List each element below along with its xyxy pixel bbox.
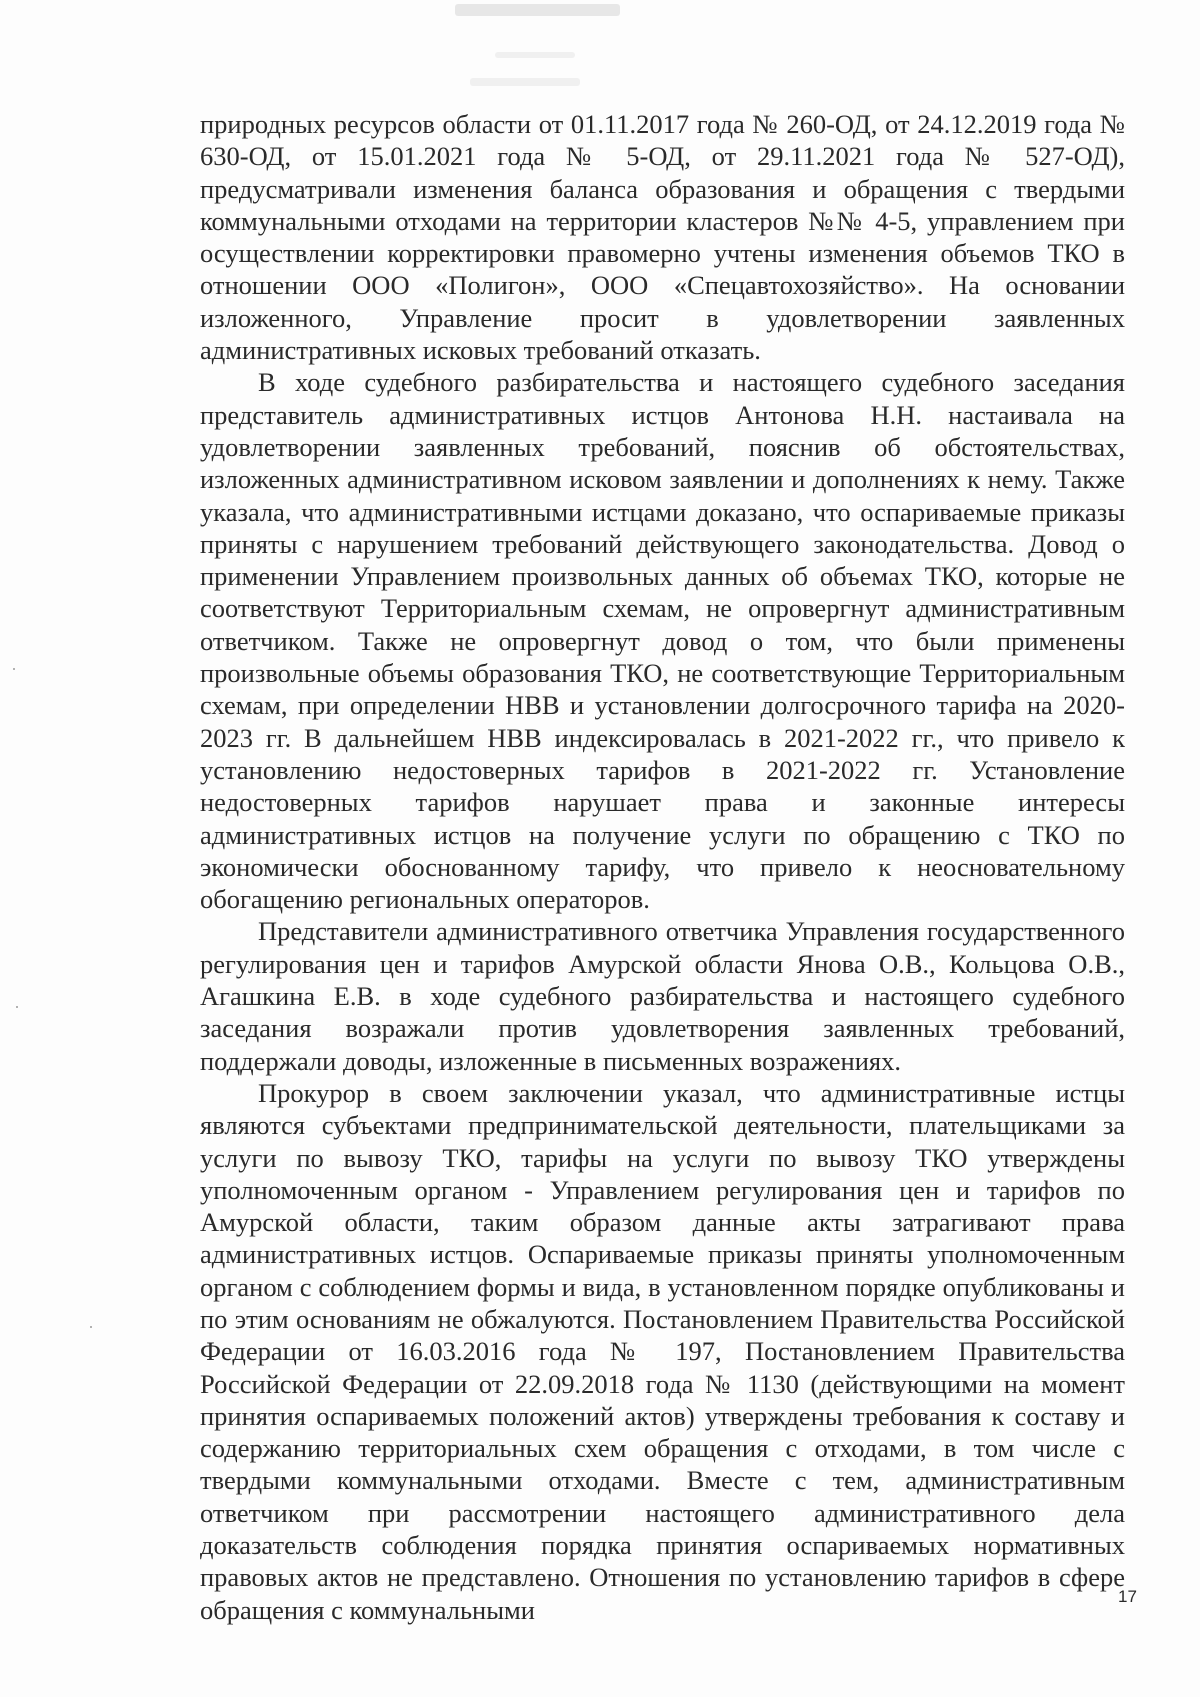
page-number: 17: [1118, 1587, 1137, 1606]
paragraph-3: Представители административного ответчика Управления государственного регулирования цен и тарифов Амурской области Янова О.В., Кольцова О.В., Агашкина Е.В. в ходе судебного разбирательства и настоящего судебного заседания возражали против удовлетворения заявленных требований, поддержали доводы, изложенные в письменных возражениях.: [200, 916, 1125, 1076]
paragraph-1: природных ресурсов области от 01.11.2017 года № 260-ОД, от 24.12.2019 года № 630-ОД, от 15.01.2021 года № 5-ОД, от 29.11.2021 года № 527-ОД), предусматривали изменения баланса образования и обращения с твердыми коммунальными отходами на территории кластеров №№ 4-5, управлением при осуществлении корректировки правомерно учтены изменения объемов ТКО в отношении ООО «Полигон», ООО «Спецавтохозяйство». На основании изложенного, Управление просит в удовлетворении заявленных административных исковых требований отказать.: [200, 109, 1125, 366]
scan-speck: [16, 1006, 18, 1008]
paragraph-2: В ходе судебного разбирательства и настоящего судебного заседания представитель административных истцов Антонова Н.Н. настаивала на удовлетворении заявленных требований, пояснив об обстоятельствах, изложенных административном исковом заявлении и дополнениях к нему. Также указала, что административными истцами доказано, что оспариваемые приказы приняты с нарушением требований действующего законодательства. Довод о применении Управлением произвольных данных об объемах ТКО, которые не соответствуют Территориальным схемам, не опровергнут административным ответчиком. Также не опровергнут довод о том, что были применены произвольные объемы образования ТКО, не соответствующие Территориальным схемам, при определении НВВ и установлении долгосрочного тарифа на 2020-2023 гг. В дальнейшем НВВ индексировалась в 2021-2022 гг., что привело к установлению недостоверных тарифов в 2021-2022 гг. Установление недостоверных тарифов нарушает права и законные интересы административных истцов на получение услуги по обращению с ТКО по экономически обоснованному тарифу, что привело к неосновательному обогащению региональных операторов.: [200, 367, 1125, 915]
document-body: [200, 108, 1125, 1626]
scan-artifact: [470, 78, 580, 86]
scan-speck: [90, 1326, 92, 1328]
scan-speck: [13, 668, 15, 670]
scan-artifact: [495, 52, 575, 58]
paragraph-4: Прокурор в своем заключении указал, что административные истцы являются субъектами предпринимательской деятельности, плательщиками за услуги по вывозу ТКО, тарифы на услуги по вывозу ТКО утверждены уполномоченным органом - Управлением регулирования цен и тарифов по Амурской области, таким образом данные акты затрагивают права административных истцов. Оспариваемые приказы приняты уполномоченным органом с соблюдением формы и вида, в установленном порядке опубликованы и по этим основаниям не обжалуются. Постановлением Правительства Российской Федерации от 16.03.2016 года № 197, Постановлением Правительства Российской Федерации от 22.09.2018 года № 1130 (действующими на момент принятия оспариваемых положений актов) утверждены требования к составу и содержанию территориальных схем обращения с отходами, в том числе с твердыми коммунальными отходами. Вместе с тем, административным ответчиком при рассмотрении настоящего административного дела доказательств соблюдения порядка принятия оспариваемых нормативных правовых актов не представлено. Отношения по установлению тарифов в сфере обращения с коммунальными: [200, 1077, 1125, 1625]
scan-artifact: [455, 4, 620, 16]
